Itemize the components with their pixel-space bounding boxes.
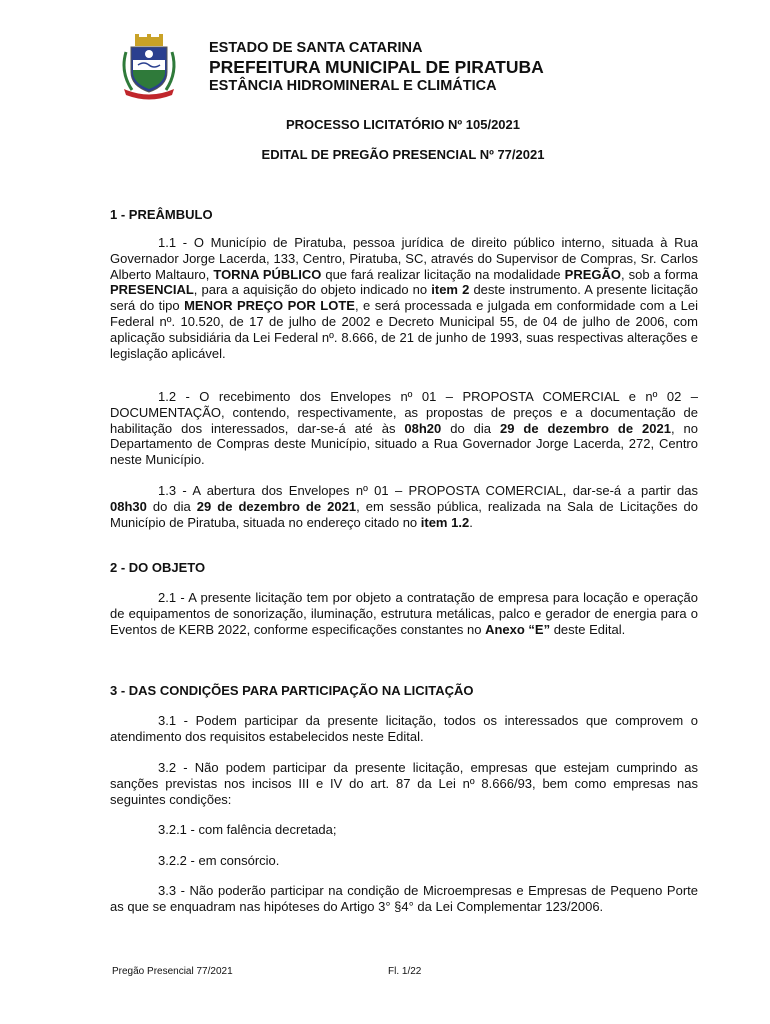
header-estancia: ESTÂNCIA HIDROMINERAL E CLIMÁTICA <box>209 78 497 94</box>
section-1-heading: 1 - PREÂMBULO <box>110 207 213 222</box>
paragraph-3-1: 3.1 - Podem participar da presente licitação, todos os interessados que comprovem o atendimento dos requisitos estabelecidos neste Edital. <box>110 713 698 744</box>
processo-title: PROCESSO LICITATÓRIO Nº 105/2021 <box>286 117 520 132</box>
paragraph-1-3: 1.3 - A abertura dos Envelopes nº 01 – PROPOSTA COMERCIAL, dar-se-á a partir das 08h30 do dia 29 de dezembro de 2021, em sessão pública, realizada na Sala de Licitações do Município de Piratuba, situada no endereço citado no item 1.2. <box>110 483 698 530</box>
header-state: ESTADO DE SANTA CATARINA <box>209 40 423 56</box>
coat-of-arms-icon <box>118 34 180 100</box>
item-3-2-2: 3.2.2 - em consórcio. <box>158 853 280 868</box>
paragraph-3-3: 3.3 - Não poderão participar na condição de Microempresas e Empresas de Pequeno Porte as que se enquadram nas hipóteses do Artigo 3° §4° da Lei Complementar 123/2006. <box>110 883 698 914</box>
header-prefeitura: PREFEITURA MUNICIPAL DE PIRATUBA <box>209 57 544 77</box>
paragraph-1-1: 1.1 - O Município de Piratuba, pessoa jurídica de direito público interno, situada à Rua Governador Jorge Lacerda, 133, Centro, Piratuba, SC, através do Supervisor de Compras, Sr. Carlos Alberto Maltauro, TORNA PÚBLICO que fará realizar licitação na modalidade PREGÃO, sob a forma PRESENCIAL, para a aquisição do objeto indicado no item 2 deste instrumento. A presente licitação será do tipo MENOR PREÇO POR LOTE, e será processada e julgada em conformidade com a Lei Federal nº. 10.520, de 17 de julho de 2002 e Decreto Municipal 55, de 04 de julho de 2006, com aplicação subsidiária da Lei Federal nº. 8.666, de 21 de junho de 1993, suas respectivas alterações e legislação aplicável. <box>110 235 699 361</box>
footer-left: Pregão Presencial 77/2021 <box>112 966 233 977</box>
section-3-heading: 3 - DAS CONDIÇÕES PARA PARTICIPAÇÃO NA LICITAÇÃO <box>110 683 474 698</box>
paragraph-1-2: 1.2 - O recebimento dos Envelopes nº 01 – PROPOSTA COMERCIAL e nº 02 – DOCUMENTAÇÃO, contendo, respectivamente, as propostas de preços e a documentação de habilitação dos interessados, dar-se-á até às 08h20 do dia 29 de dezembro de 2021, no Departamento de Compras deste Município, situado a Rua Governador Jorge Lacerda, 272, Centro neste Município. <box>110 389 698 468</box>
paragraph-2-1: 2.1 - A presente licitação tem por objeto a contratação de empresa para locação e operação de equipamentos de sonorização, iluminação, estrutura metálicas, palco e gerador de energia para o Eventos de KERB 2022, conforme especificações constantes no Anexo “E” deste Edital. <box>110 590 698 637</box>
paragraph-3-2: 3.2 - Não podem participar da presente licitação, empresas que estejam cumprindo as sanções previstas nos incisos III e IV do art. 87 da Lei nº 8.666/93, bem como empresas nas seguintes condições: <box>110 760 698 807</box>
footer-page-number: Fl. 1/22 <box>388 966 422 977</box>
edital-title: EDITAL DE PREGÃO PRESENCIAL Nº 77/2021 <box>261 147 545 162</box>
item-3-2-1: 3.2.1 - com falência decretada; <box>158 822 337 837</box>
section-2-heading: 2 - DO OBJETO <box>110 560 206 575</box>
